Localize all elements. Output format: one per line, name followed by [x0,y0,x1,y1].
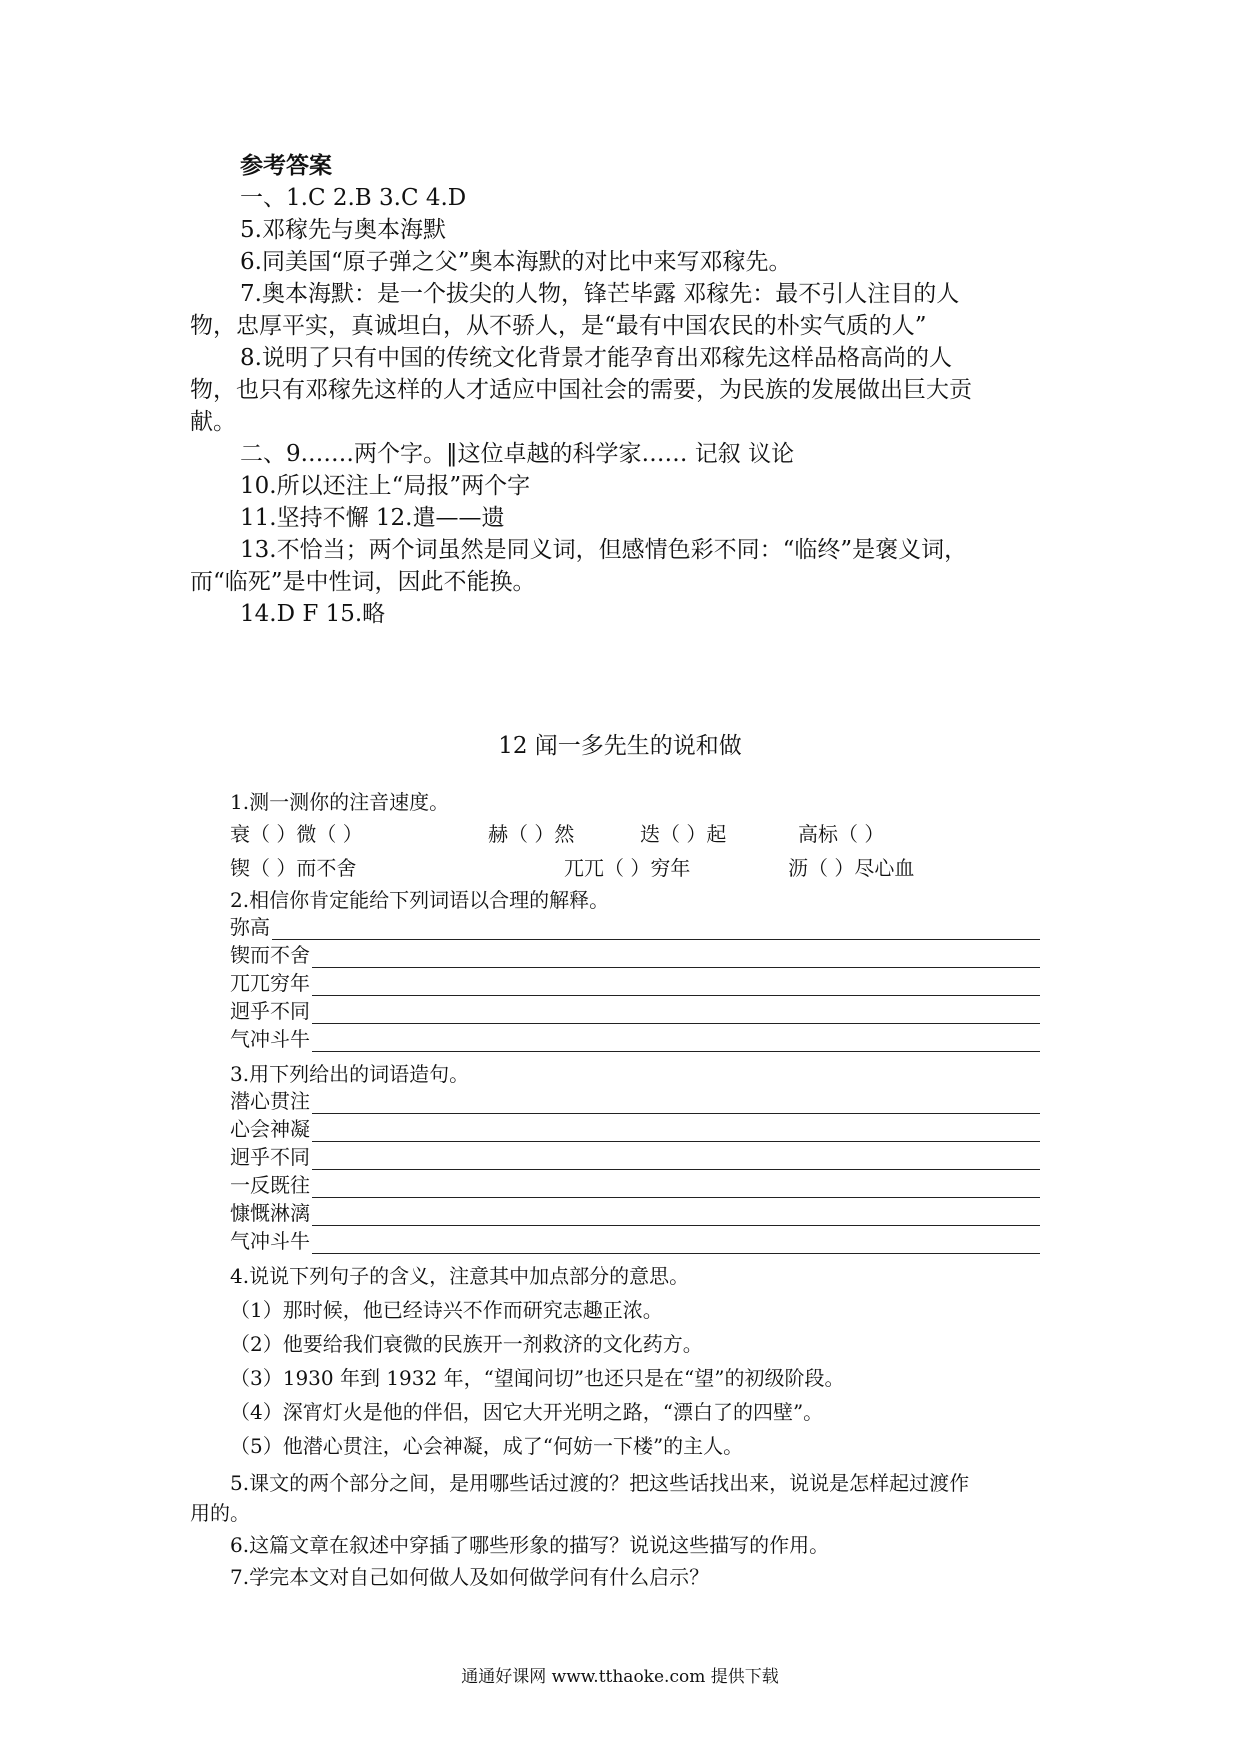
answer-line-blank[interactable] [312,1149,1040,1170]
pinyin-item: 兀兀（ ）穷年 [564,856,691,880]
definition-blank [230,914,1040,940]
answer-14-15: 14.D F 15.略 [240,601,386,627]
sentence-item: （2）他要给我们衰微的民族开一剂救济的文化药方。 [230,1332,703,1356]
pinyin-item: 高标（ ） [798,822,885,846]
pinyin-item: 锲（ ）而不舍 [230,856,357,880]
answer-line: 5.邓稼先与奥本海默 [240,217,446,243]
question-7 [190,1562,1060,1592]
sentence-blank [230,1172,1040,1198]
answer-line-blank[interactable] [312,1031,1040,1052]
question-6 [190,1530,1060,1560]
answer-8-line2: 物，也只有邓稼先这样的人才适应中国社会的需要，为民族的发展做出巨大贡 [190,377,972,403]
sentence-item: （1）那时候，他已经诗兴不作而研究志趣正浓。 [230,1298,663,1322]
sentence-blank [230,1228,1040,1254]
blank-label: 迥乎不同 [230,999,310,1023]
question-5-line1: 5.课文的两个部分之间，是用哪些话过渡的？把这些话找出来，说说是怎样起过渡作 [230,1471,970,1495]
question-3-prompt: 3.用下列给出的词语造句。 [230,1062,470,1086]
answer-section [190,150,1060,630]
blank-label: 气冲斗牛 [230,1229,310,1253]
sentence-blank [230,1088,1040,1114]
pinyin-item: 迭（ ）起 [640,822,727,846]
answer-heading: 参考答案 [240,152,332,179]
pinyin-item: 沥（ ）尽心血 [788,856,915,880]
question-1-prompt: 1.测一测你的注音速度。 [230,790,450,814]
question-7-text: 7.学完本文对自己如何做人及如何做学问有什么启示？ [230,1565,710,1589]
answer-line: 6.同美国“原子弹之父”奥本海默的对比中来写邓稼先。 [240,249,792,275]
answer-line-blank[interactable] [312,1205,1040,1226]
blank-label: 锲而不舍 [230,943,310,967]
answer-line-blank[interactable] [312,975,1040,996]
answer-line-blank[interactable] [312,1121,1040,1142]
sentence-item: （5）他潜心贯注，心会神凝，成了“何妨一下楼”的主人。 [230,1434,744,1458]
blank-label: 潜心贯注 [230,1089,310,1113]
answer-9: 二、9.……两个字。‖这位卓越的科学家…… 记叙 议论 [240,441,795,467]
answer-10: 10.所以还注上“局报”两个字 [240,473,531,499]
answer-7-line1: 7.奥本海默：是一个拔尖的人物，锋芒毕露 邓稼先：最不引人注目的人 [240,281,960,307]
question-6-text: 6.这篇文章在叙述中穿插了哪些形象的描写？说说这些描写的作用。 [230,1533,830,1557]
answer-line-blank[interactable] [312,1093,1040,1114]
pinyin-item: 衰（ ）微（ ） [230,822,363,846]
answer-line-blank[interactable] [272,919,1040,940]
definition-blank [230,970,1040,996]
answer-11-12: 11.坚持不懈 12.遣——遗 [240,505,505,531]
answer-7-line2: 物，忠厚平实，真诚坦白，从不骄人，是“最有中国农民的朴实气质的人” [190,313,927,339]
question-5-line2: 用的。 [190,1501,250,1525]
answer-line-blank[interactable] [312,1003,1040,1024]
definition-blank [230,1026,1040,1052]
definition-blank [230,998,1040,1024]
blank-label: 心会神凝 [230,1117,310,1141]
answer-8-line1: 8.说明了只有中国的传统文化背景才能孕育出邓稼先这样品格高尚的人 [240,345,952,371]
question-2-prompt: 2.相信你肯定能给下列词语以合理的解释。 [230,888,610,912]
blank-label: 弥高 [230,915,270,939]
answer-line-blank[interactable] [312,947,1040,968]
definition-blank [230,942,1040,968]
sentence-blank [230,1116,1040,1142]
page-footer: 通通好课网 www.tthaoke.com 提供下载 [461,1667,779,1687]
answer-line-blank[interactable] [312,1177,1040,1198]
answer-13-line2: 而“临死”是中性词，因此不能换。 [190,569,536,595]
answer-line: 一、1.C 2.B 3.C 4.D [240,185,467,211]
pinyin-item: 赫（ ）然 [488,822,575,846]
sentence-item: （4）深宵灯火是他的伴侣，因它大开光明之路，“漂白了的四壁”。 [230,1400,824,1424]
blank-label: 兀兀穷年 [230,971,310,995]
blank-label: 慷慨淋漓 [230,1201,310,1225]
blank-label: 气冲斗牛 [230,1027,310,1051]
answer-8-line3: 献。 [190,409,236,435]
section-title: 12 闻一多先生的说和做 [498,733,742,759]
sentence-item: （3）1930 年到 1932 年，“望闻问切”也还只是在“望”的初级阶段。 [230,1366,845,1390]
question-5 [190,1468,1060,1528]
blank-label: 迥乎不同 [230,1145,310,1169]
answer-13-line1: 13.不恰当；两个词虽然是同义词，但感情色彩不同：“临终”是褒义词， [240,537,968,563]
answer-line-blank[interactable] [312,1233,1040,1254]
sentence-blank [230,1200,1040,1226]
blank-label: 一反既往 [230,1173,310,1197]
sentence-blank [230,1144,1040,1170]
question-4-prompt: 4.说说下列句子的含义，注意其中加点部分的意思。 [230,1264,690,1288]
